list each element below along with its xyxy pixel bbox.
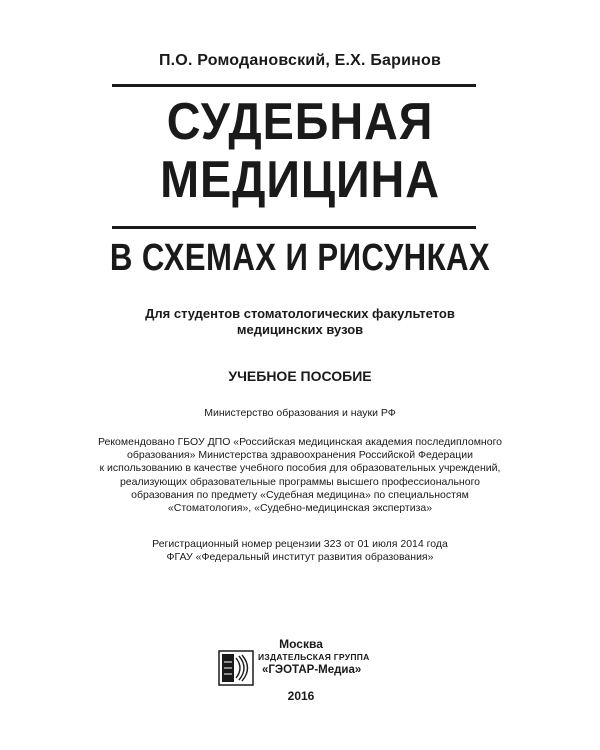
recommendation-line: к использованию в качестве учебного пособия для образовательных учреждений, <box>99 462 501 475</box>
subtitle: В СХЕМАХ И РИСУНКАХ <box>109 237 491 279</box>
top-rule <box>112 84 476 87</box>
registration-line: Регистрационный номер рецензии 323 от 01 июля 2014 года <box>152 538 448 550</box>
middle-rule <box>112 226 476 229</box>
registration-line: ФГАУ «Федеральный институт развития образования» <box>166 551 434 564</box>
recommendation-line: реализующих образовательные программы высшего профессионального <box>119 475 481 488</box>
publisher-name: «ГЭОТАР-Медиа» <box>262 664 362 676</box>
publisher-group: ИЗДАТЕЛЬСКАЯ ГРУППА <box>258 652 370 662</box>
recommendation-block <box>0 436 600 515</box>
title-line-1: СУДЕБНАЯ <box>166 93 434 151</box>
publisher-logo-icon <box>218 650 254 686</box>
audience-line-2: медицинских вузов <box>236 322 364 337</box>
authors: П.О. Ромодановский, Е.Х. Баринов <box>158 52 442 69</box>
imprint-city: Москва <box>279 637 323 651</box>
imprint-year: 2016 <box>287 689 315 703</box>
ministry-line: Министерство образования и науки РФ <box>204 407 396 419</box>
publisher-block <box>218 650 388 690</box>
recommendation-line: образования» Министерства здравоохранения Российской Федерации <box>127 449 473 462</box>
recommendation-line: образования по предмету «Судебная медицина» по специальностям <box>131 488 469 501</box>
recommendation-line: Рекомендовано ГБОУ ДПО «Российская медицинская академия последипломного <box>97 436 503 448</box>
title-line-2: МЕДИЦИНА <box>160 151 440 209</box>
audience-line-1: Для студентов стоматологических факультетов <box>145 306 455 321</box>
registration-block <box>0 538 600 564</box>
recommendation-line: «Стоматология», «Судебно-медицинская экспертиза» <box>167 502 433 515</box>
book-type: УЧЕБНОЕ ПОСОБИЕ <box>228 368 372 384</box>
